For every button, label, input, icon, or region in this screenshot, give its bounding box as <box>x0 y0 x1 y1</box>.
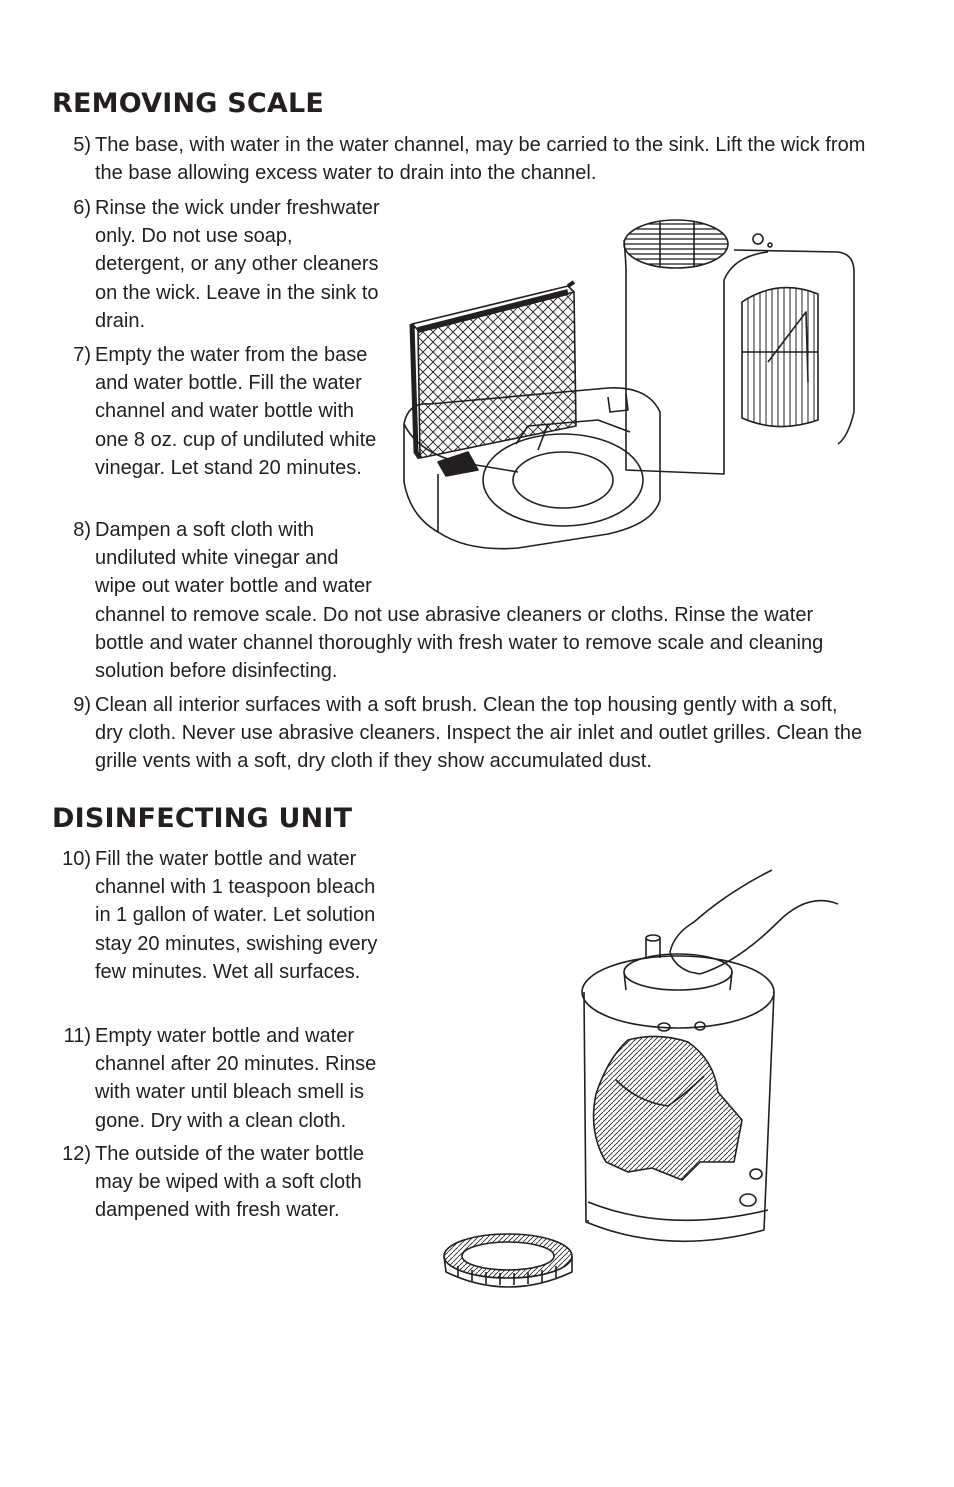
step-number: 9) <box>73 694 91 716</box>
step-text: Clean all interior surfaces with a soft brush. Clean the top housing gently with a soft, dry cloth. Never use abrasive cleaners. Inspect the air inlet and outlet grilles. Clean the grille vents with a soft, dry cloth if they show accumulated dust. <box>95 694 863 773</box>
step-7 <box>73 341 391 482</box>
step-text: Dampen a soft cloth with undiluted white vinegar and wipe out water bottle and water <box>95 519 372 598</box>
step-text: Empty the water from the base and water bottle. Fill the water channel and water bottle with one 8 oz. cup of undiluted white vinegar. Let stand 20 minutes. <box>95 344 377 479</box>
step-text: Empty water bottle and water channel after 20 minutes. Rinse with water until bleach smell is gone. Dry with a clean cloth. <box>95 1025 377 1132</box>
step-text: Fill the water bottle and water channel with 1 teaspoon bleach in 1 gallon of water. Let solution stay 20 minutes, swishing every few minutes. Wet all surfaces. <box>95 848 378 983</box>
disinfecting-unit-heading: DISINFECTING UNIT <box>52 803 353 834</box>
water-bottle-cleaning-illustration <box>438 862 858 1292</box>
step-number: 11) <box>63 1025 91 1047</box>
step-9 <box>73 691 865 776</box>
step-12 <box>62 1140 387 1225</box>
step-text: The outside of the water bottle may be wiped with a soft cloth dampened with fresh water. <box>95 1143 365 1222</box>
step-number: 8) <box>73 519 91 541</box>
step-number: 12) <box>62 1143 91 1165</box>
step-10 <box>62 845 391 986</box>
step-11 <box>63 1022 387 1135</box>
step-number: 5) <box>73 134 91 156</box>
step-text: Rinse the wick under freshwater only. Do not use soap, detergent, or any other cleaners on the wick. Leave in the sink to drain. <box>95 197 380 332</box>
step-6 <box>73 194 383 335</box>
step-number: 7) <box>73 344 91 366</box>
humidifier-base-wick-illustration <box>398 212 862 558</box>
removing-scale-heading: REMOVING SCALE <box>52 88 325 119</box>
step-text-continued: channel to remove scale. Do not use abrasive cleaners or cloths. Rinse the water bottle and water channel thoroughly with fresh water to remove scale and cleaning solution before disinfecting. <box>95 603 824 683</box>
step-5 <box>73 131 875 187</box>
step-number: 10) <box>62 848 91 870</box>
step-number: 6) <box>73 197 91 219</box>
step-text: The base, with water in the water channel, may be carried to the sink. Lift the wick from the base allowing excess water to drain into the channel. <box>95 134 866 185</box>
